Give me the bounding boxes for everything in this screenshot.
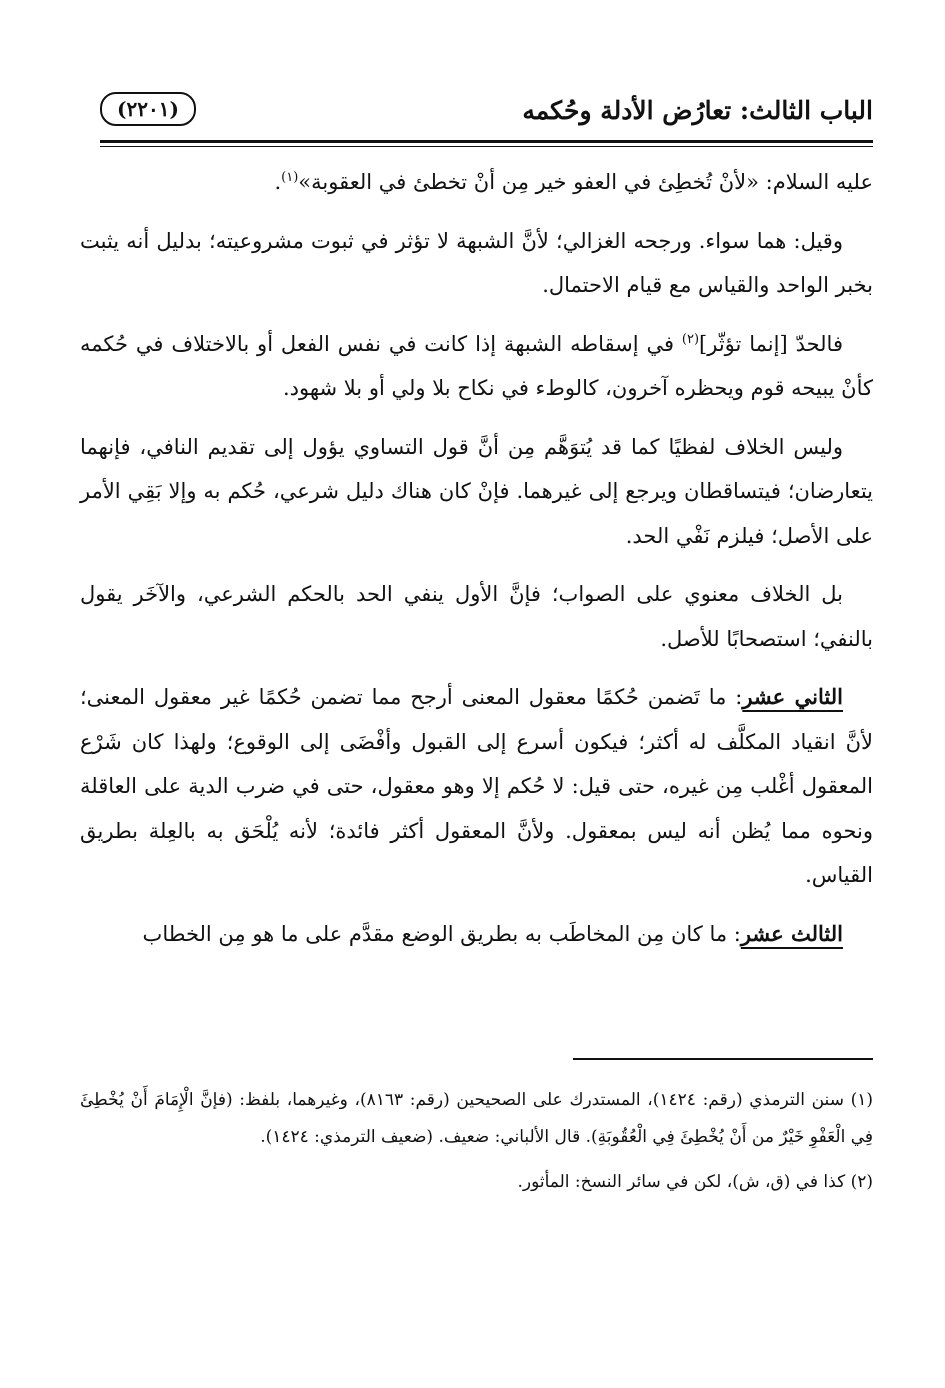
header-rule-thin [100,146,873,147]
paragraph-text: : ما كان مِن المخاطَب به بطريق الوضع مقدَّم على ما هو مِن الخطاب [142,921,741,946]
section-term-13: الثالث عشر [740,920,843,946]
paragraph-text: وليس الخلاف لفظيًا كما قد يُتوَهَّم مِن أنَّ قول التساوي يؤول إلى تقديم النافي، فإنهما يتعارضان؛ فيتساقطان ويرجع إلى غيرهما. فإنْ كان هناك دليل شرعي، حُكم به وإلا بَقِي الأمر على الأصل؛ فيلزم نَفْي الحد. [80,434,873,548]
footnotes [80,1082,873,1209]
footnote-ref-2[interactable]: (٢) [681,331,700,347]
paragraph-text-after: في إسقاطه الشبهة إذا كانت في نفس الفعل أو بالاختلاف في حُكمه كأنْ يبيحه قوم ويحظره آخرون، كالوطء في نكاح بلا ولي أو بلا شهود. [80,331,873,400]
body-text [80,160,873,970]
footnote-1: (١) سنن الترمذي (رقم: ١٤٢٤)، المستدرك على الصحيحين (رقم: ٨١٦٣)، وغيرهما، بلفظ: (فإنَّ الْإِمَامَ أَنْ يُخْطِئَ فِي الْعَفْوِ خَيْرٌ من أَنْ يُخْطِئَ فِي الْعُقُوبَةِ). قال الألباني: ضعيف. (ضعيف الترمذي: ١٤٢٤). [80,1090,873,1147]
paragraph-text: وقيل: هما سواء. ورجحه الغزالي؛ لأنَّ الشبهة لا تؤثر في ثبوت مشروعيته؛ بدليل أنه يثبت بخبر الواحد والقياس مع قيام الاحتمال. [80,228,873,297]
paragraph-7 [80,912,873,957]
footnote-ref-1[interactable]: (١) [281,170,299,185]
page-number: (٢٢٠١) [100,92,196,126]
paragraph-text: عليه السلام: «لأنْ تُخطِئ في العفو خير مِن أنْ تخطئ في العقوبة» [298,170,873,194]
paragraph-text: : ما تَضمن حُكمًا معقول المعنى أرجح مما تضمن حُكمًا غير معقول المعنى؛ لأنَّ انقياد المكلَّف له أكثر؛ فيكون أسرع إلى القبول وأفْضَى إلى الوقوع؛ ولهذا كان شَرْع المعقول أغْلب مِن غيره، حتى قيل: لا حُكم إلا وهو معقول، حتى في ضرب الدية على العاقلة ونحوه مما يُظن أنه ليس بمعقول. ولأنَّ المعقول أكثر فائدة؛ لأنه يُلْحَق به بالعِلة بطريق القياس. [80,685,873,887]
paragraph-3 [80,322,873,411]
paragraph-2 [80,219,873,308]
header-rule [100,140,873,143]
paragraph-text: فالحدّ [إنما تؤثّر] [699,331,843,356]
page-header [100,90,873,134]
footnote-2: (٢) كذا في (ق، ش)، لكن في سائر النسخ: المأثور. [517,1172,873,1192]
paragraph-4 [80,425,873,559]
section-term-12: الثاني عشر [742,684,843,709]
paragraph-text: بل الخلاف معنوي على الصواب؛ فإنَّ الأول ينفي الحد بالحكم الشرعي، والآخَر يقول بالنفي؛ استصحابًا للأصل. [80,582,873,651]
footnote-separator [573,1058,873,1060]
paragraph-5 [80,572,873,661]
paragraph-6 [80,675,873,898]
chapter-title: الباب الثالث: تعارُض الأدلة وحُكمه [522,96,873,125]
paragraph-text-after: . [274,170,282,194]
paragraph-1 [80,160,873,205]
